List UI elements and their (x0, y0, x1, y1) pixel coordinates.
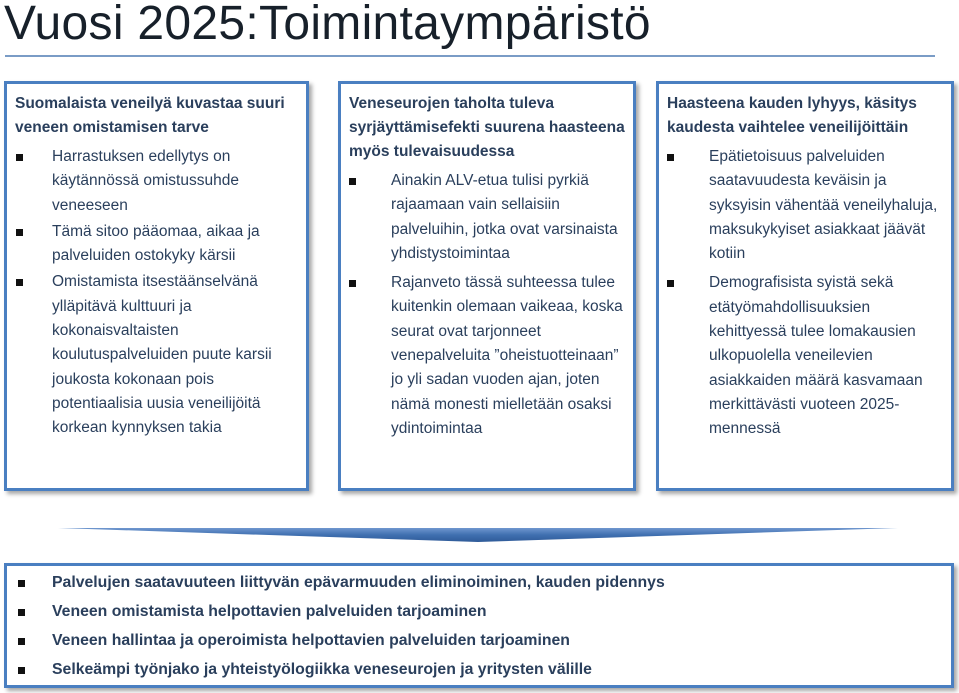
list-item-text: Harrastuksen edellytys on käytännössä omistussuhde veneeseen (52, 148, 239, 214)
square-bullet-icon (667, 280, 674, 287)
bullet-list (349, 169, 625, 441)
column-heading: Haasteena kauden lyhyys, käsitys kaudesta vaihtelee veneilijöittäin (667, 95, 917, 136)
bullet-list (667, 145, 943, 442)
square-bullet-icon (16, 279, 23, 286)
square-bullet-icon (349, 178, 356, 185)
square-bullet-icon (18, 667, 25, 674)
column-clubs (338, 81, 636, 491)
list-item (15, 270, 298, 440)
summary-item (15, 629, 943, 653)
list-item-text: Demografisista syistä sekä etätyömahdollisuuksien kehittyessä tulee lomakausien ulkopuolella veneilevien asiakkaiden määrä kasvamaan merkittävästi vuoteen 2025-mennessä (709, 274, 923, 438)
list-item (349, 271, 625, 441)
column-ownership (4, 81, 309, 491)
summary-item-text: Veneen hallintaa ja operoimista helpottavien palveluiden tarjoaminen (52, 632, 570, 649)
summary-item-text: Veneen omistamista helpottavien palveluiden tarjoaminen (52, 603, 487, 620)
page-title: Vuosi 2025:Toimintaympäristö (4, 0, 651, 50)
tapered-divider (58, 528, 898, 542)
summary-list (15, 571, 943, 682)
square-bullet-icon (349, 280, 356, 287)
column-heading: Suomalaista veneilyä kuvastaa suuri veneen omistamisen tarve (15, 95, 285, 136)
list-item-text: Tämä sitoo pääomaa, aikaa ja palveluiden ostokyky kärsii (52, 222, 260, 265)
list-item-text: Ainakin ALV-etua tulisi pyrkiä rajaamaan vain sellaisiin palveluihin, jotka ovat varsinaista yhdistystoimintaa (391, 172, 618, 262)
bullet-list (15, 145, 298, 441)
list-item (15, 220, 298, 269)
summary-item-text: Selkeämpi työnjako ja yhteistyölogiikka veneseurojen ja yritysten välille (52, 661, 592, 678)
summary-item-text: Palvelujen saatavuuteen liittyvän epävarmuuden eliminoiminen, kauden pidennys (52, 574, 665, 591)
summary-item (15, 658, 943, 682)
square-bullet-icon (18, 580, 25, 587)
list-item (349, 169, 625, 266)
square-bullet-icon (18, 609, 25, 616)
list-item (15, 145, 298, 218)
square-bullet-icon (18, 638, 25, 645)
column-season (656, 81, 954, 491)
square-bullet-icon (16, 229, 23, 236)
summary-box (4, 563, 954, 688)
list-item (667, 271, 943, 441)
summary-item (15, 571, 943, 595)
square-bullet-icon (16, 154, 23, 161)
column-heading: Veneseurojen taholta tuleva syrjäyttämisefekti suurena haasteena myös tulevaisuudessa (349, 95, 625, 160)
square-bullet-icon (667, 154, 674, 161)
list-item-text: Rajanveto tässä suhteessa tulee kuitenkin olemaan vaikeaa, koska seurat ovat tarjonneet venepalveluita ”oheistuotteinaan” jo yli sadan vuoden ajan, joten nämä monesti mielletään osaksi ydintoimintaa (391, 274, 623, 437)
list-item (667, 145, 943, 266)
title-divider (5, 55, 935, 57)
summary-item (15, 600, 943, 624)
list-item-text: Omistamista itsestäänselvänä ylläpitävä kulttuuri ja kokonaisvaltaisten koulutuspalveluiden puute karsii joukosta kokonaan pois potentiaalisia uusia veneilijöitä korkean kynnyksen takia (52, 273, 272, 437)
list-item-text: Epätietoisuus palveluiden saatavuudesta keväisin ja syksyisin vähentää veneilyhaluja, maksukykyiset asiakkaat jäävät kotiin (709, 148, 938, 263)
